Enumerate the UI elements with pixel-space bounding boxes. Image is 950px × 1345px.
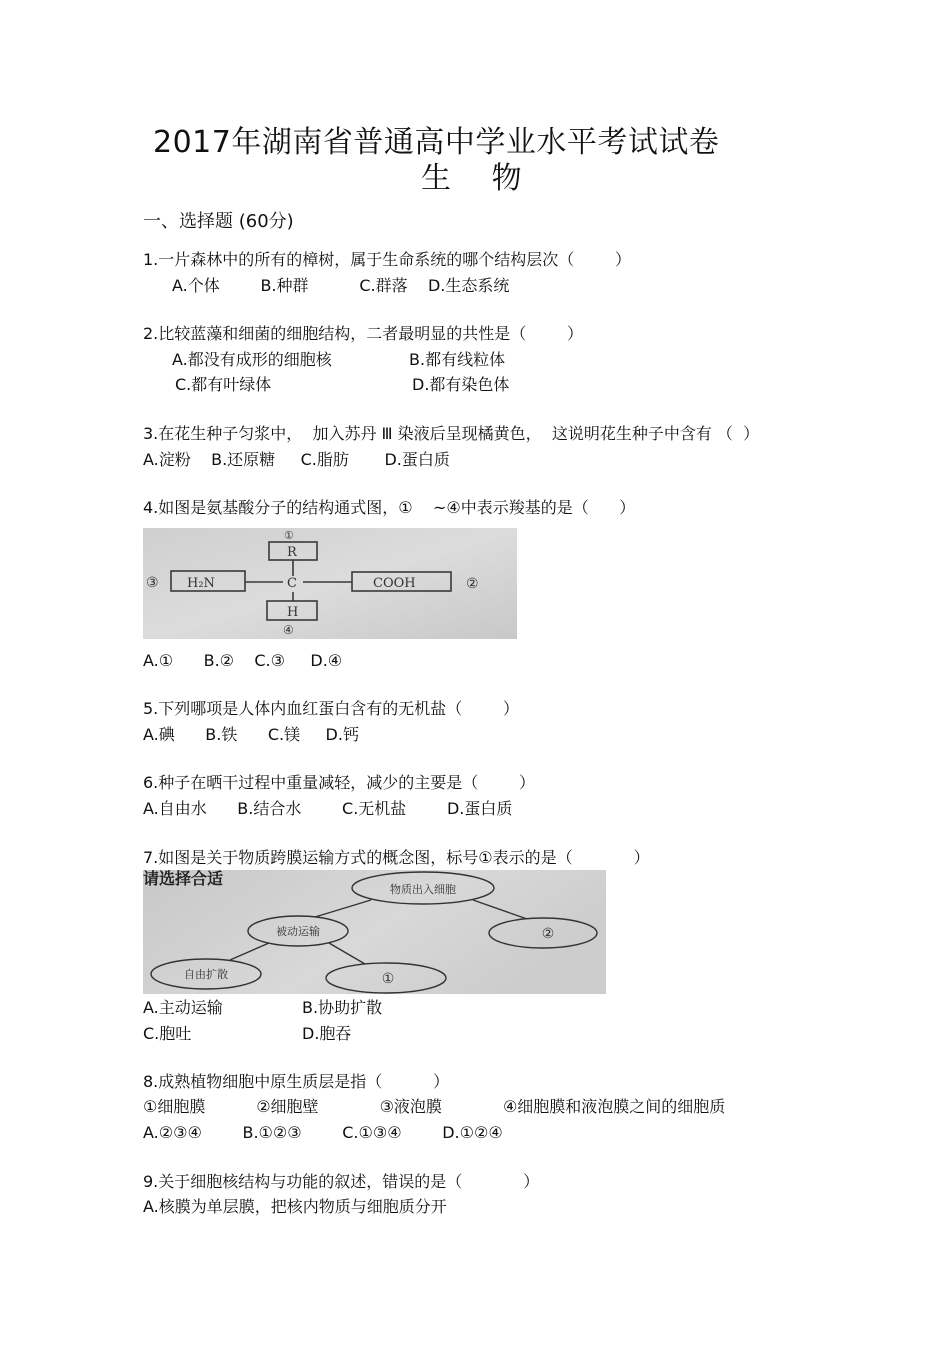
- exam-title: 2017年湖南省普通高中学业水平考试试卷: [153, 125, 720, 160]
- question-9-option-a: A.核膜为单层膜，把核内物质与细胞质分开: [143, 1197, 447, 1216]
- node-label-1: ①: [381, 971, 395, 987]
- question-7-option-d: D.胞吞: [302, 1024, 352, 1043]
- question-2-option-b: B.都有线粒体: [409, 350, 506, 369]
- question-9-stem: 9.关于细胞核结构与功能的叙述，错误的是（ ）: [143, 1172, 540, 1191]
- question-8-options: A.②③④ B.①②③ C.①③④ D.①②④: [143, 1123, 503, 1142]
- cropped-header-text: 请选择合适: [143, 870, 224, 888]
- node-substance-in-out: 物质出入细胞: [390, 883, 456, 896]
- figure-label-4: ④: [283, 623, 294, 637]
- question-4-options: A.① B.② C.③ D.④: [143, 651, 343, 670]
- figure-label-3: ③: [146, 575, 159, 591]
- question-7-option-b: B.协助扩散: [302, 998, 383, 1017]
- membrane-transport-concept-map: [143, 870, 606, 994]
- question-1-stem: 1.一片森林中的所有的樟树，属于生命系统的哪个结构层次（ ）: [143, 250, 631, 269]
- node-label-2: ②: [541, 926, 555, 942]
- question-5-options: A.碘 B.铁 C.镁 D.钙: [143, 725, 359, 744]
- figure-label-1: ①: [284, 529, 294, 542]
- question-2-option-a: A.都没有成形的细胞核: [172, 350, 332, 369]
- amino-group-label: H₂N: [187, 576, 215, 591]
- question-3-stem: 3.在花生种子匀浆中， 加入苏丹 Ⅲ 染液后呈现橘黄色， 这说明花生种子中含有 （ ）: [143, 424, 760, 443]
- question-2-option-c: C.都有叶绿体: [175, 375, 272, 394]
- question-8-stem: 8.成熟植物细胞中原生质层是指（ ）: [143, 1072, 450, 1091]
- amino-acid-structure-figure: [143, 528, 517, 639]
- question-6-options: A.自由水 B.结合水 C.无机盐 D.蛋白质: [143, 799, 513, 818]
- r-group-label: R: [287, 545, 297, 560]
- node-passive-transport: 被动运输: [276, 925, 320, 938]
- question-6-stem: 6.种子在晒干过程中重量减轻，减少的主要是（ ）: [143, 773, 535, 792]
- hydrogen-label: H: [287, 605, 299, 620]
- question-2-stem: 2.比较蓝藻和细菌的细胞结构，二者最明显的共性是（ ）: [143, 324, 583, 343]
- subject-title: 生 物: [421, 161, 523, 196]
- question-5-stem: 5.下列哪项是人体内血红蛋白含有的无机盐（ ）: [143, 699, 519, 718]
- question-1-options: A.个体 B.种群 C.群落 D.生态系统: [172, 276, 510, 295]
- central-carbon-label: C: [287, 576, 297, 591]
- question-3-options: A.淀粉 B.还原糖 C.脂肪 D.蛋白质: [143, 450, 450, 469]
- node-free-diffusion: 自由扩散: [184, 968, 228, 981]
- figure-label-2: ②: [466, 576, 479, 592]
- question-2-option-d: D.都有染色体: [412, 375, 510, 394]
- section-heading: 一、选择题 (60分): [143, 211, 294, 232]
- question-7-stem: 7.如图是关于物质跨膜运输方式的概念图，标号①表示的是（ ）: [143, 848, 650, 867]
- carboxyl-group-label: COOH: [373, 576, 416, 591]
- question-8-items: ①细胞膜 ②细胞壁 ③液泡膜 ④细胞膜和液泡膜之间的细胞质: [143, 1097, 726, 1116]
- question-7-option-c: C.胞吐: [143, 1024, 192, 1043]
- question-4-stem: 4.如图是氨基酸分子的结构通式图，① ~④中表示羧基的是（ ）: [143, 498, 636, 517]
- question-7-option-a: A.主动运输: [143, 998, 223, 1017]
